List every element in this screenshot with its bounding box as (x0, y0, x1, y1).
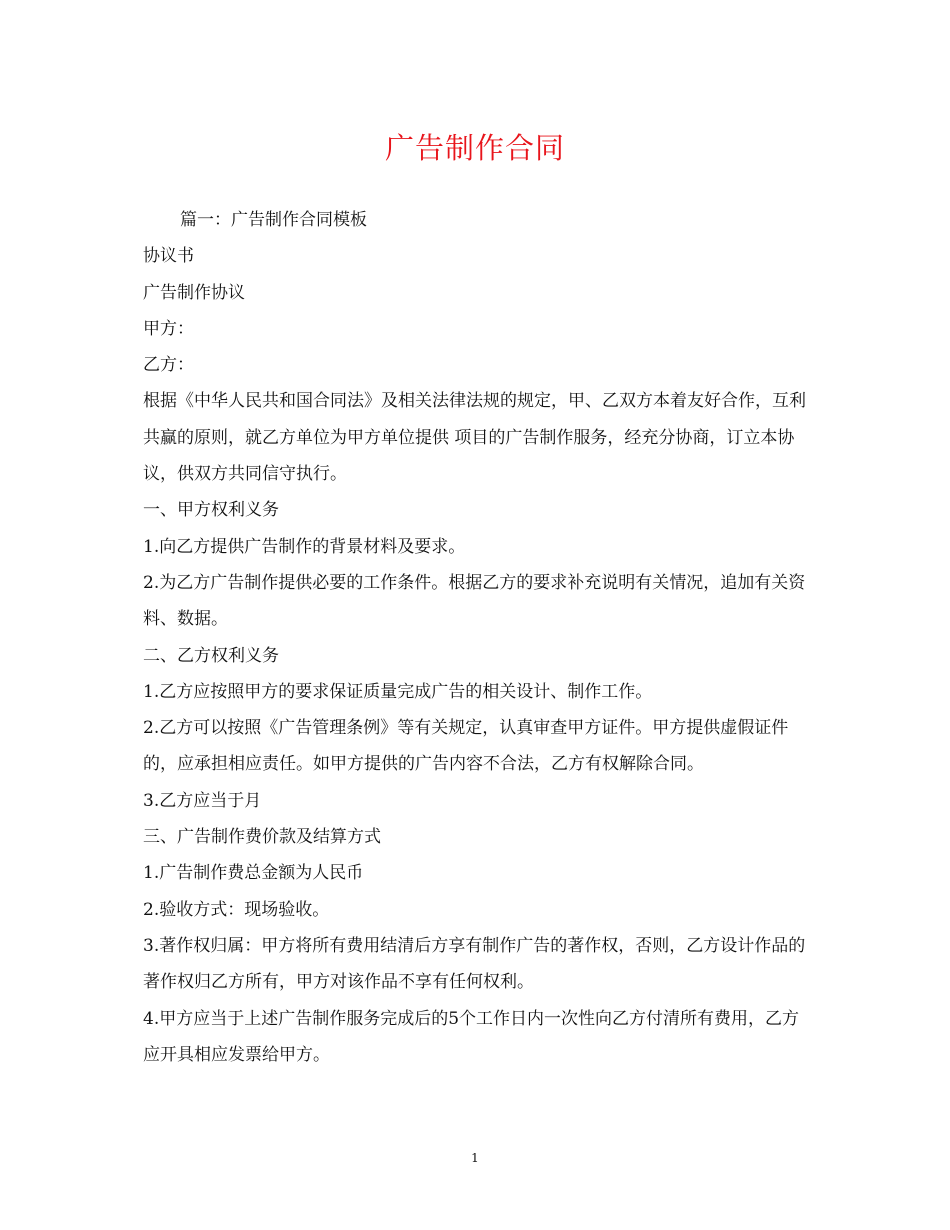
party-b-line: 乙方： (143, 355, 194, 376)
clause-b-3: 3.乙方应当于月 (143, 790, 262, 811)
clause-c-3: 3.著作权归属：甲方将所有费用结清后方享有制作广告的著作权，否则，乙方设计作品的著作权归乙方所有，甲方对该作品不享有任何权利。 (143, 935, 806, 993)
document-title: 广告制作合同 (384, 131, 565, 165)
party-a-line: 甲方： (143, 318, 194, 339)
agreement-subtitle: 广告制作协议 (143, 282, 245, 303)
clause-b-2: 2.乙方可以按照《广告管理条例》等有关规定，认真审查甲方证件。甲方提供虚假证件的，应承担相应责任。如甲方提供的广告内容不合法，乙方有权解除合同。 (143, 718, 789, 775)
section-heading-party-b-rights: 二、乙方权利义务 (143, 645, 279, 666)
page-number: 1 (471, 1151, 479, 1165)
section-heading-part-one: 篇一：广告制作合同模板 (180, 210, 367, 230)
clause-c-4: 4.甲方应当于上述广告制作服务完成后的5个工作日内一次性向乙方付清所有费用，乙方应开具相应发票给甲方。 (143, 1008, 800, 1065)
clause-c-1: 1.广告制作费总金额为人民币 (143, 863, 364, 884)
clause-c-2: 2.验收方式：现场验收。 (143, 899, 330, 920)
document-body (143, 202, 808, 1073)
preamble-paragraph: 根据《中华人民共和国合同法》及相关法律法规的规定，甲、乙双方本着友好合作，互利共赢的原则，就乙方单位为甲方单位提供 项目的广告制作服务，经充分协商，订立本协议，供双方共同信守执行。 (143, 391, 806, 485)
agreement-label: 协议书 (143, 246, 194, 267)
section-heading-fees: 三、广告制作费价款及结算方式 (143, 827, 381, 848)
clause-a-1: 1.向乙方提供广告制作的背景材料及要求。 (143, 536, 466, 557)
clause-b-1: 1.乙方应按照甲方的要求保证质量完成广告的相关设计、制作工作。 (143, 681, 653, 702)
section-heading-party-a-rights: 一、甲方权利义务 (143, 500, 279, 521)
clause-a-2: 2.为乙方广告制作提供必要的工作条件。根据乙方的要求补充说明有关情况，追加有关资料、数据。 (143, 572, 806, 630)
